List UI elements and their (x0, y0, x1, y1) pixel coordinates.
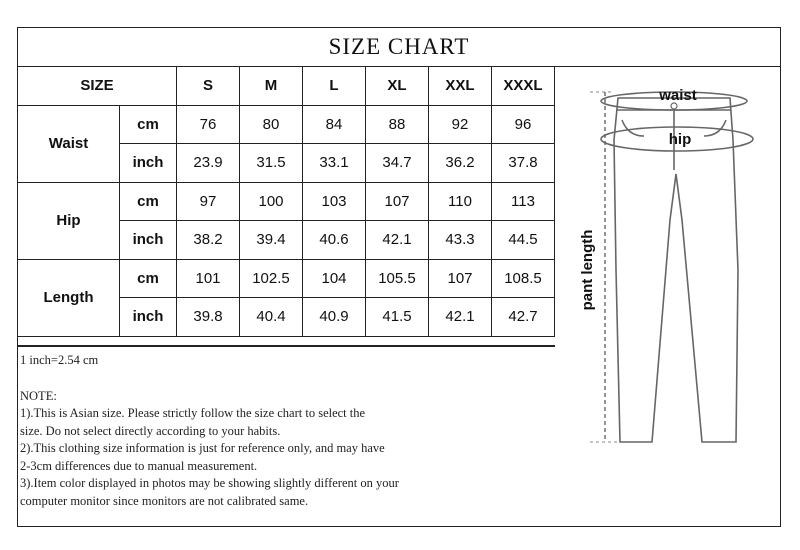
size-column-header: M (240, 67, 303, 106)
unit-conversion: 1 inch=2.54 cm (20, 353, 99, 367)
table-cell: 84 (303, 105, 366, 144)
measurement-name: Length (18, 259, 120, 336)
pant-length-label: pant length (579, 229, 596, 311)
table-cell: 102.5 (240, 259, 303, 298)
table-row (18, 105, 555, 144)
note-line: 1).This is Asian size. Please strictly follow the size chart to select the (20, 406, 366, 420)
table-cell: 36.2 (429, 144, 492, 183)
table-cell: 42.1 (366, 221, 429, 260)
hip-label: hip (668, 131, 692, 148)
unit-label: inch (120, 298, 177, 337)
notes-block (20, 352, 555, 510)
note-line: size. Do not select directly according to your habits. (20, 423, 281, 438)
table-cell: 43.3 (429, 221, 492, 260)
table-cell: 41.5 (366, 298, 429, 337)
header-row (18, 67, 555, 106)
table-cell: 39.8 (177, 298, 240, 337)
unit-label: inch (120, 144, 177, 183)
table-cell: 113 (492, 182, 555, 221)
table-cell: 96 (492, 105, 555, 144)
table-cell: 44.5 (492, 221, 555, 260)
table-cell: 101 (177, 259, 240, 298)
table-cell: 42.1 (429, 298, 492, 337)
size-column-header: XL (366, 67, 429, 106)
table-cell: 76 (177, 105, 240, 144)
size-column-header: XXL (429, 67, 492, 106)
unit-label: cm (120, 182, 177, 221)
table-cell: 38.2 (177, 221, 240, 260)
note-line: 2).This clothing size information is just for reference only, and may have (20, 441, 385, 455)
size-column-header: XXXL (492, 67, 555, 106)
measurement-name: Waist (18, 105, 120, 182)
size-header: SIZE (18, 67, 177, 106)
unit-label: cm (120, 105, 177, 144)
table-cell: 31.5 (240, 144, 303, 183)
table-cell: 80 (240, 105, 303, 144)
size-column-header: L (303, 67, 366, 106)
page-title: SIZE CHART (17, 27, 781, 67)
table-cell: 108.5 (492, 259, 555, 298)
unit-label: inch (120, 221, 177, 260)
table-cell: 33.1 (303, 144, 366, 183)
table-cell: 39.4 (240, 221, 303, 260)
waist-label: waist (659, 87, 697, 104)
table-cell: 100 (240, 182, 303, 221)
table-cell: 23.9 (177, 144, 240, 183)
size-table (17, 66, 555, 337)
table-cell: 88 (366, 105, 429, 144)
note-line: computer monitor since monitors are not calibrated same. (20, 493, 309, 508)
table-cell: 40.4 (240, 298, 303, 337)
table-cell: 40.6 (303, 221, 366, 260)
table-row (18, 182, 555, 221)
table-cell: 103 (303, 182, 366, 221)
unit-label: cm (120, 259, 177, 298)
table-cell: 107 (429, 259, 492, 298)
table-cell: 104 (303, 259, 366, 298)
note-line: 3).Item color displayed in photos may be showing slightly different on your (20, 476, 399, 490)
notes-heading: NOTE: (20, 388, 57, 403)
table-cell: 34.7 (366, 144, 429, 183)
measurement-name: Hip (18, 182, 120, 259)
table-cell: 42.7 (492, 298, 555, 337)
table-cell: 92 (429, 105, 492, 144)
table-cell: 37.8 (492, 144, 555, 183)
size-column-header: S (177, 67, 240, 106)
table-cell: 110 (429, 182, 492, 221)
table-row (18, 259, 555, 298)
table-cell: 105.5 (366, 259, 429, 298)
table-cell: 107 (366, 182, 429, 221)
pants-measurement-diagram (570, 70, 770, 460)
notes-divider (17, 345, 555, 347)
note-line: 2-3cm differences due to manual measurement. (20, 458, 258, 473)
table-cell: 97 (177, 182, 240, 221)
table-cell: 40.9 (303, 298, 366, 337)
